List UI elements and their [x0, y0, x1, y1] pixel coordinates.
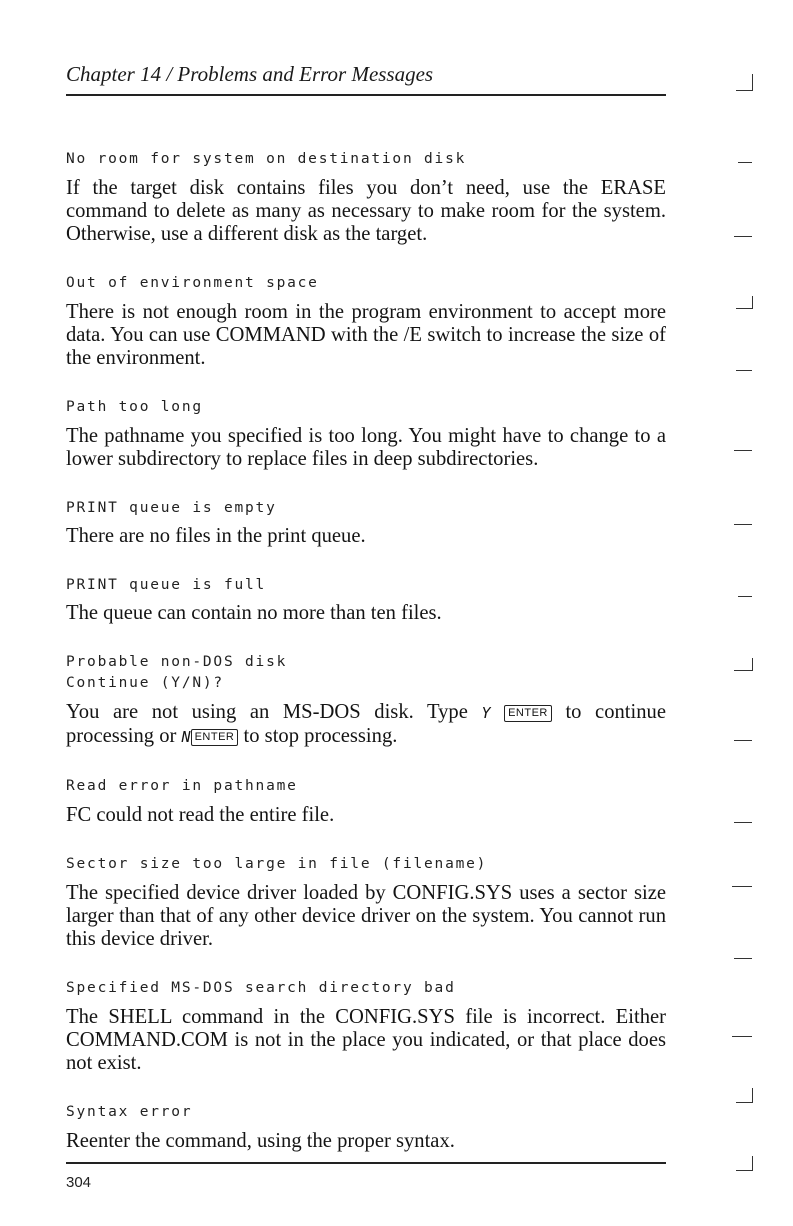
error-description: The specified device driver loaded by CONFIG.SYS uses a sector size larger than that of any other device driver on the system. You cannot run this device driver.: [66, 882, 666, 950]
error-entry: [66, 498, 666, 548]
binding-mark: [734, 518, 752, 525]
binding-mark: [736, 1088, 753, 1103]
description-text: to stop processing.: [243, 725, 398, 747]
error-entry: [66, 652, 666, 749]
footer-rule: [66, 1162, 666, 1164]
error-entry: [66, 978, 666, 1075]
binding-mark: [736, 74, 753, 91]
error-description: Reenter the command, using the proper syntax.: [66, 1130, 455, 1152]
binding-mark: [732, 1030, 752, 1037]
description-text: You are not using an MS-DOS disk. Type: [66, 701, 468, 723]
header-rule: [66, 94, 666, 96]
error-description: The pathname you specified is too long. You might have to change to a lower subdirectory to replace files in deep subdirectories.: [66, 425, 666, 470]
binding-mark: [738, 590, 752, 597]
error-description: The queue can contain no more than ten files.: [66, 602, 442, 624]
error-message-text: Sector size too large in file (filename): [66, 856, 488, 872]
running-header: Chapter 14 / Problems and Error Messages: [66, 62, 434, 86]
enter-key-icon: ENTER: [191, 729, 239, 746]
error-message-text: Syntax error: [66, 1104, 193, 1120]
error-message-prompt: Continue (Y/N)?: [66, 675, 224, 691]
binding-marks-decoration: [720, 60, 780, 1180]
error-message-list: [66, 149, 666, 1180]
error-message-text: Out of environment space: [66, 275, 319, 291]
error-message-text: PRINT queue is full: [66, 577, 267, 593]
binding-mark: [736, 1156, 753, 1171]
typed-key-n: N: [181, 728, 191, 746]
binding-mark: [734, 734, 752, 741]
error-description: [66, 701, 666, 749]
error-description: If the target disk contains files you don’t need, use the ERASE command to delete as many as necessary to make room for the system. Otherwise, use a different disk as the target.: [66, 177, 666, 245]
error-message-text: Specified MS-DOS search directory bad: [66, 980, 456, 996]
binding-mark: [734, 952, 752, 959]
error-message-text: No room for system on destination disk: [66, 151, 467, 167]
binding-mark: [734, 658, 753, 671]
error-description: There is not enough room in the program environment to accept more data. You can use COMMAND with the /E switch to increase the size of the environment.: [66, 301, 666, 369]
error-entry: [66, 1102, 666, 1153]
error-description: There are no files in the print queue.: [66, 525, 366, 547]
error-message-text: Read error in pathname: [66, 778, 298, 794]
page-number: 304: [66, 1174, 92, 1191]
error-entry: [66, 575, 666, 625]
description-text: to continue processing or: [66, 701, 666, 747]
error-message-text: Probable non-DOS disk: [66, 654, 288, 670]
binding-mark: [734, 444, 752, 451]
binding-mark: [732, 880, 752, 887]
error-entry: [66, 273, 666, 370]
enter-key-icon: ENTER: [504, 705, 552, 722]
error-message-text: PRINT queue is empty: [66, 500, 277, 516]
error-entry: [66, 776, 666, 827]
error-entry: [66, 149, 666, 246]
error-description: FC could not read the entire file.: [66, 804, 335, 826]
error-message-text: Path too long: [66, 399, 203, 415]
error-description: The SHELL command in the CONFIG.SYS file is incorrect. Either COMMAND.COM is not in the place you indicated, or that place does not exist.: [66, 1006, 666, 1074]
typed-key-y: Y: [481, 704, 491, 722]
binding-mark: [736, 364, 752, 371]
error-entry: [66, 854, 666, 951]
binding-mark: [738, 156, 752, 163]
binding-mark: [734, 816, 752, 823]
binding-mark: [734, 230, 752, 237]
binding-mark: [736, 296, 753, 309]
error-entry: [66, 397, 666, 471]
